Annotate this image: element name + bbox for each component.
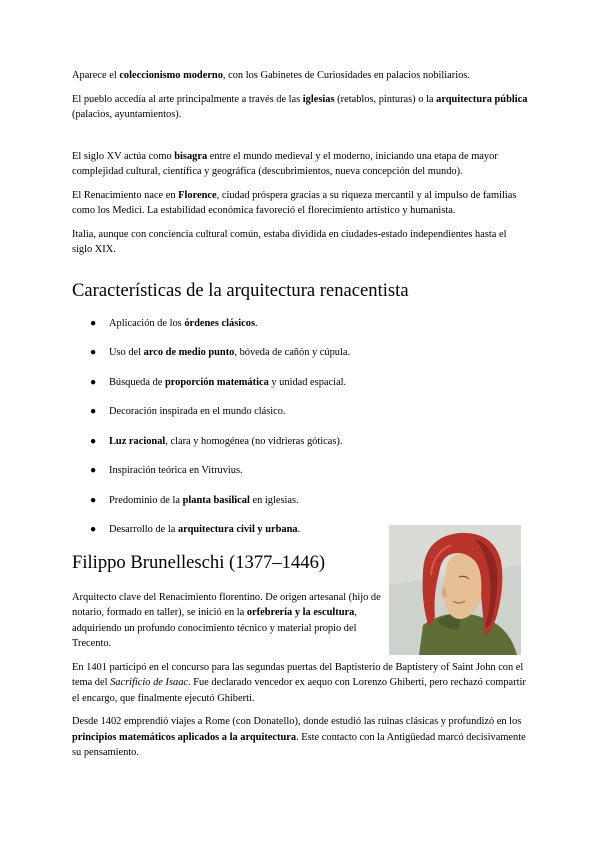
text: (retablos, pinturas) o la — [334, 93, 437, 105]
bold-text: órdenes clásicos — [184, 317, 256, 329]
text: Arquitecto clave del Renacimiento florentino. De origen artesanal (hijo de notario, formado en taller), se inició en la — [72, 591, 381, 618]
paragraph-florence — [72, 188, 528, 219]
text: Desde 1402 emprendió viajes a Rome (con Donatello), donde estudió las ruinas clásicas y profundizó en los — [72, 716, 522, 727]
text: Búsqueda de — [109, 376, 165, 388]
bold-text: proporción matemática — [164, 376, 269, 388]
paragraph-concurso — [72, 660, 528, 707]
bullet-icon: ● — [90, 435, 97, 447]
text: Decoración inspirada en el mundo clásico. — [109, 406, 286, 417]
bold-text: orfebrería y la escultura — [246, 607, 355, 618]
bold-text: planta basilical — [182, 494, 250, 506]
document-page — [72, 68, 528, 761]
text: , clara y homogénea (no vidrieras góticas). — [165, 435, 343, 447]
text: Inspiración teórica en Vitruvius. — [109, 465, 243, 476]
bold-text: principios matemáticos aplicados a la arquitectura — [72, 731, 297, 743]
text: Desarrollo de la — [109, 524, 178, 535]
text: , ciudad próspera gracias a su riqueza mercantil y al impulso de familias como los Medici. La estabilidad económica favoreció el florecimiento artístico y humanista. — [72, 189, 517, 216]
bold-text: iglesias — [302, 93, 335, 105]
text: El pueblo accedía al arte principalmente a través de las — [72, 93, 303, 105]
list-item — [72, 493, 528, 509]
bullet-icon: ● — [90, 317, 97, 329]
bold-text: bisagra — [174, 150, 208, 162]
bold-text: Luz racional — [109, 435, 166, 447]
text: . Fue declarado vencedor ex aequo con Lorenzo Ghiberti, pero rechazó compartir el encargo, que finalmente ejecutó Ghiberti. — [72, 677, 526, 704]
text: Italia, aunque con conciencia cultural común, estaba dividida en ciudades-estado independientes hasta el siglo XIX. — [72, 228, 507, 255]
text: Predominio de la — [109, 494, 183, 506]
list-item — [72, 404, 528, 420]
text: . — [297, 524, 301, 535]
list-item — [72, 463, 528, 479]
text: Uso del — [109, 347, 144, 358]
paragraph-italia — [72, 227, 528, 258]
text: Aplicación de los — [109, 317, 185, 329]
text: entre el mundo medieval y el moderno, iniciando una etapa de mayor complejidad cultural, científica y geográfica (descubrimientos, nueva concepción del mundo). — [72, 150, 498, 177]
bold-text: arquitectura civil y urbana — [177, 524, 298, 535]
bullet-icon: ● — [90, 406, 97, 417]
text: , adquiriendo un profundo conocimiento técnico y material propio del Trecento. — [72, 607, 357, 649]
paragraph-pueblo — [72, 92, 528, 123]
paragraph-siglo-xv — [72, 149, 528, 180]
list-item — [72, 316, 528, 332]
paragraph-arquitecto — [72, 590, 382, 652]
text: Aparece el — [72, 70, 120, 81]
text: . — [255, 317, 258, 329]
list-item — [72, 375, 528, 391]
features-list — [72, 316, 528, 538]
bullet-icon: ● — [90, 465, 97, 476]
list-item — [72, 434, 528, 450]
text: (palacios, ayuntamientos). — [72, 109, 182, 120]
text: El siglo XV actúa como — [72, 150, 175, 162]
italic-text: Sacrificio de Isaac — [110, 677, 189, 688]
list-item — [72, 345, 528, 361]
text: En 1401 participó en el concurso para las segundas puertas del Baptisterio de Baptistery of Saint John con el tema del — [72, 661, 524, 688]
portrait-icon — [389, 525, 521, 655]
text: El Renacimiento nace en — [72, 189, 179, 201]
brunelleschi-portrait-image — [389, 525, 521, 655]
bold-text: Florence — [178, 189, 217, 201]
bullet-icon: ● — [90, 347, 97, 358]
bullet-icon: ● — [90, 376, 97, 388]
text: , con los Gabinetes de Curiosidades en palacios nobiliarios. — [222, 70, 470, 81]
text: y unidad espacial. — [268, 376, 347, 388]
bullet-icon: ● — [90, 494, 97, 506]
text: . Este contacto con la Antigüedad marcó decisivamente su pensamiento. — [72, 731, 526, 758]
heading-caracteristicas: Características de la arquitectura renacentista — [72, 279, 409, 301]
paragraph-viajes — [72, 714, 528, 761]
text: en iglesias. — [249, 494, 299, 506]
bold-text: coleccionismo moderno — [119, 70, 223, 81]
paragraph-coleccionismo — [72, 68, 528, 84]
heading-brunelleschi: Filippo Brunelleschi (1377–1446) — [72, 551, 326, 573]
bold-text: arquitectura pública — [436, 93, 528, 105]
text: , bóveda de cañón y cúpula. — [234, 347, 351, 358]
bullet-icon: ● — [90, 524, 97, 535]
bold-text: arco de medio punto — [143, 347, 235, 358]
